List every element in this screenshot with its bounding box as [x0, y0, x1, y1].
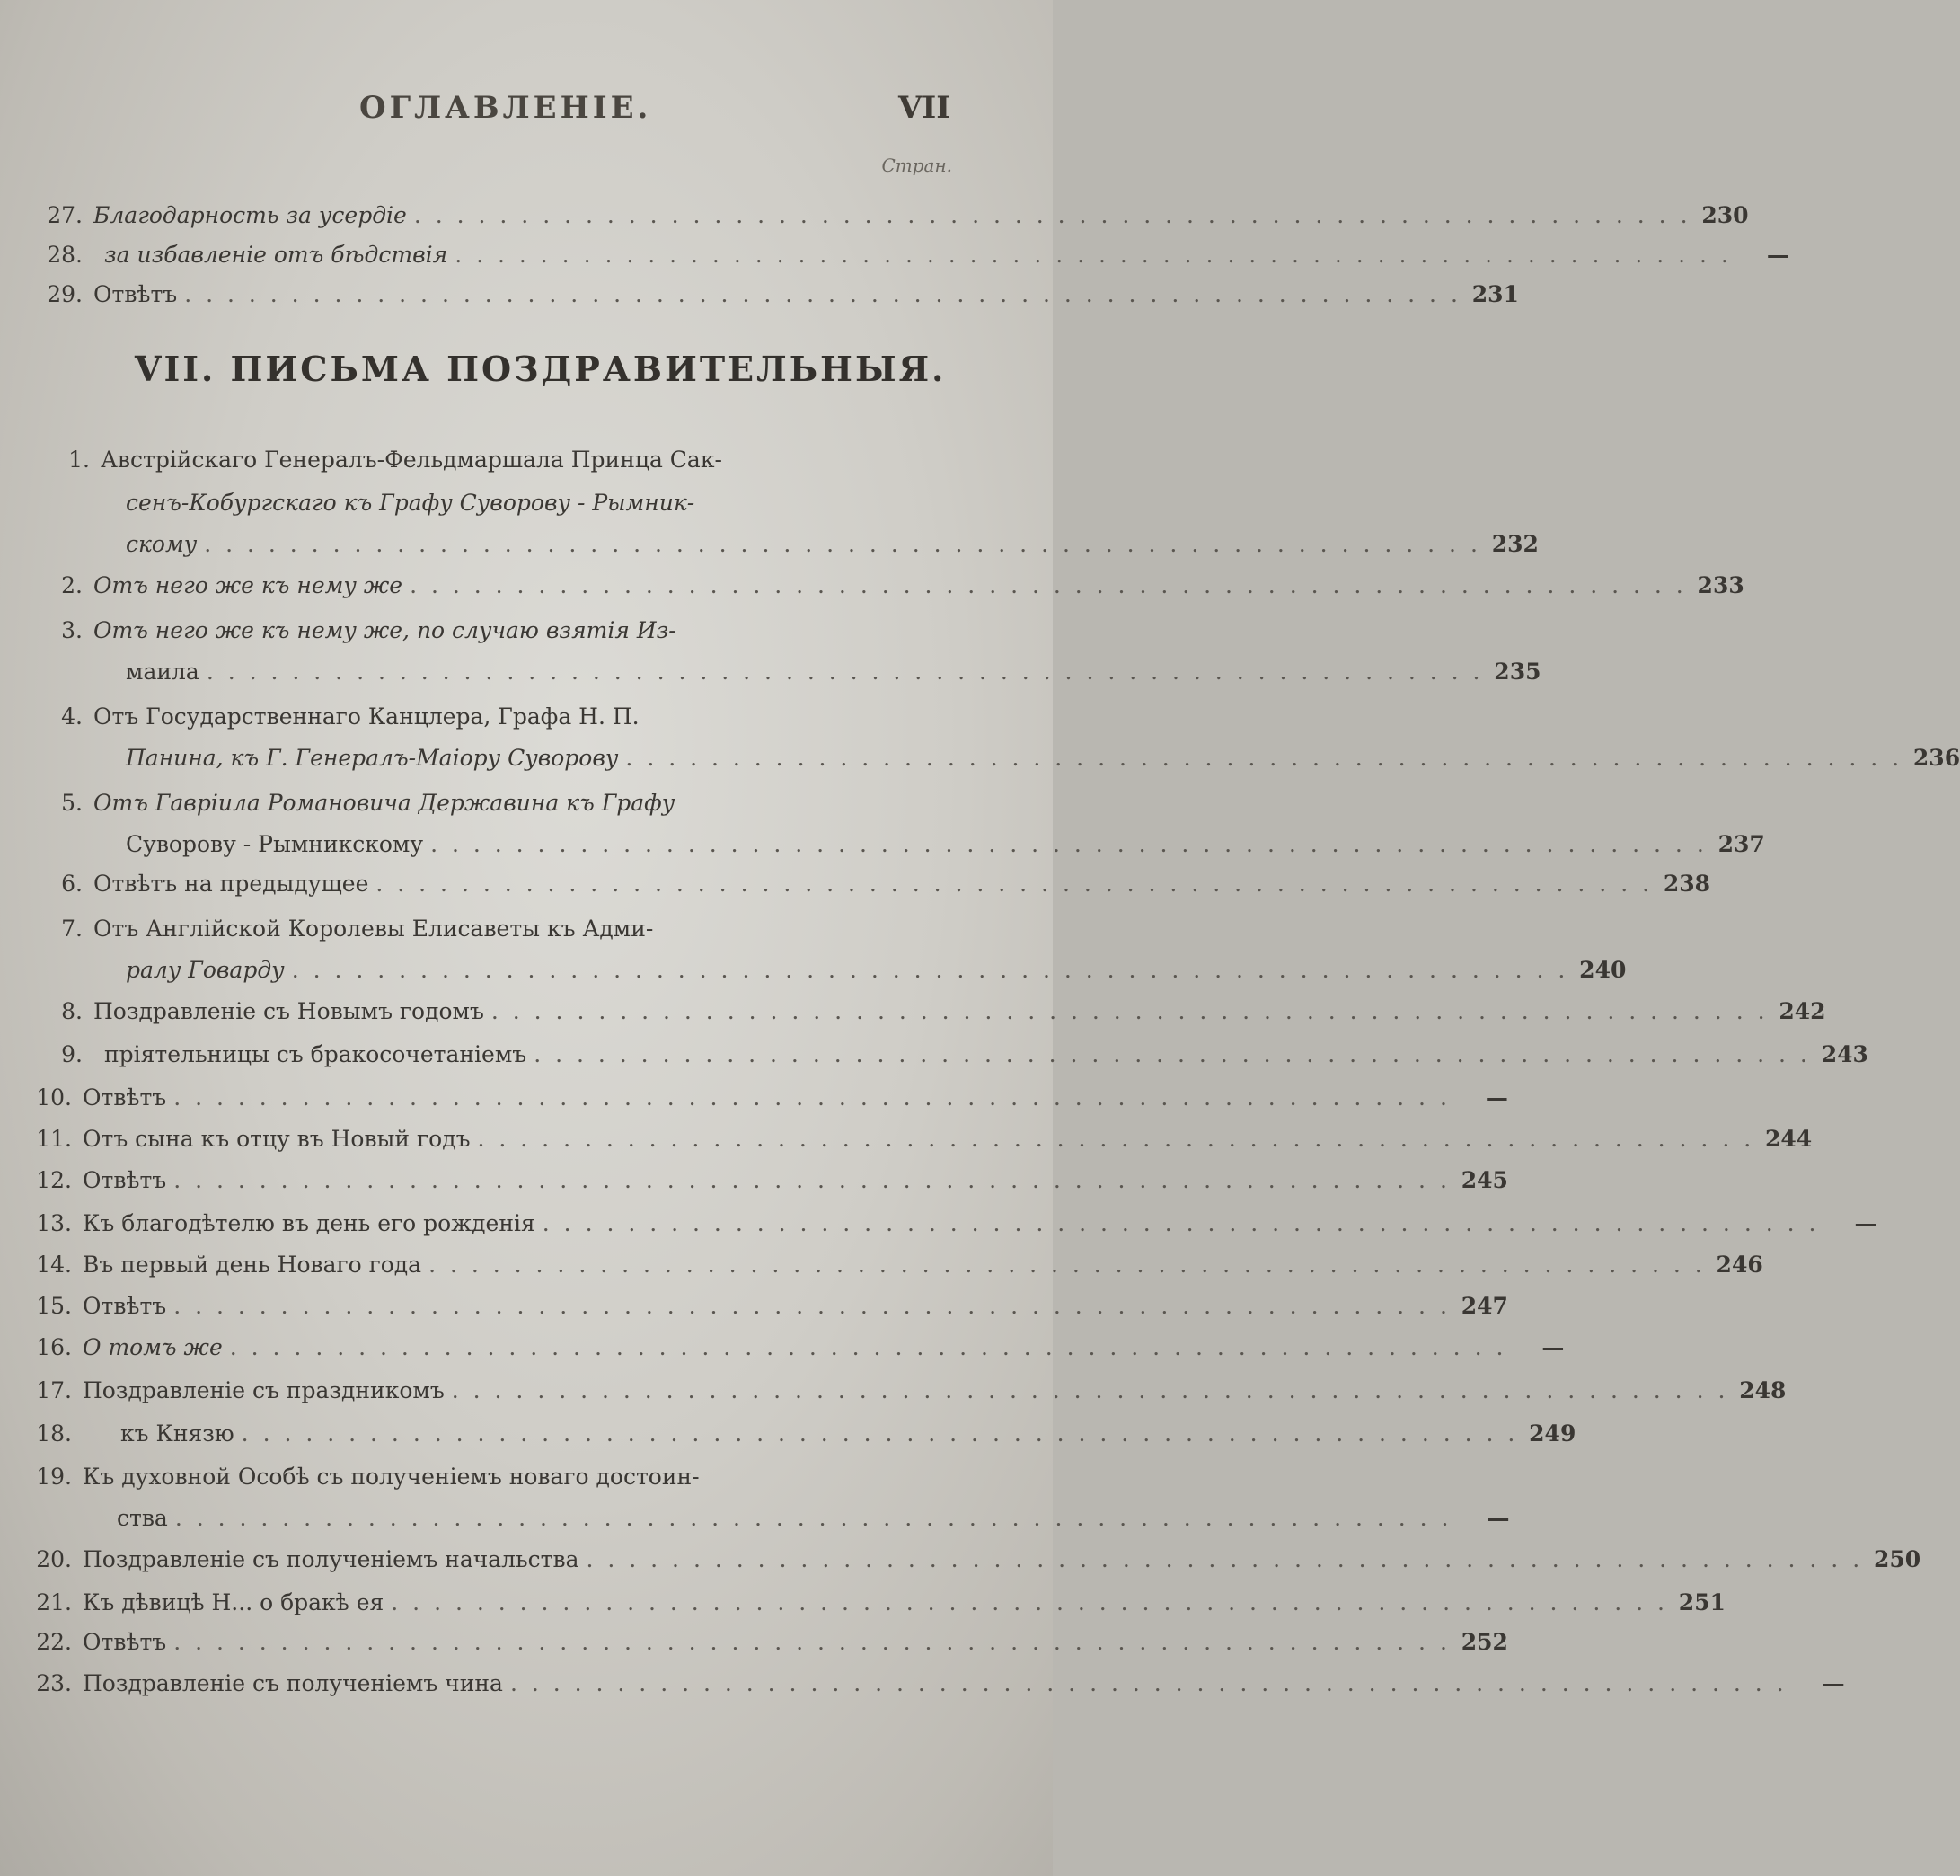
entry-number: 3.	[61, 617, 83, 643]
entry-number: 8.	[61, 998, 83, 1024]
entry-title: Благодарность за усердіе	[93, 202, 407, 228]
entry-title: О томъ же	[83, 1334, 223, 1360]
entry-page: —	[1541, 1334, 1565, 1360]
entry-title: Отъ Гавріила Романовича Державина къ Графу	[93, 790, 675, 816]
entry-title-cont: ства	[117, 1505, 168, 1531]
entry-number: 23.	[36, 1670, 72, 1696]
dot-leader: . . . . . . . . . . . . . . . . . . . . . . . . . . . . . . . . . . . . . . . . . . . . . . . . . . . . . . . . . . . .	[241, 1420, 1519, 1447]
entry-page: 245	[1461, 1167, 1508, 1193]
entry-title: Отвѣтъ	[83, 1293, 167, 1319]
entry-title: Отъ Государственнаго Канцлера, Графа Н. П.	[93, 704, 640, 730]
toc-line	[126, 739, 1960, 771]
entry-page: 231	[1471, 281, 1519, 307]
entry-title: за избавленіе отъ бѣдствія	[104, 242, 448, 268]
entry-title: Поздравленіе съ полученіемъ начальства	[83, 1546, 579, 1572]
entry-title: Поздравленіе съ Новымъ годомъ	[93, 998, 484, 1024]
entry-page: 230	[1701, 202, 1749, 228]
entry-number: 7.	[61, 916, 83, 942]
dot-leader: . . . . . . . . . . . . . . . . . . . . . . . . . . . . . . . . . . . . . . . . . . . . . . . . . . . . . . . . . . . .	[206, 659, 1484, 685]
entry-title: Австрійскаго Генералъ-Фельдмаршала Принца Сак-	[101, 447, 722, 473]
dot-leader: . . . . . . . . . . . . . . . . . . . . . . . . . . . . . . . . . . . . . . . . . . . . . . . . . . . . . . . . . . . .	[413, 202, 1691, 228]
entry-number: 2.	[61, 572, 83, 598]
entry-number: 6.	[61, 871, 83, 897]
toc-line	[25, 1414, 1576, 1447]
toc-line	[36, 697, 952, 730]
dot-leader: . . . . . . . . . . . . . . . . . . . . . . . . . . . . . . . . . . . . . . . . . . . . . . . . . . . . . . . . . . . .	[542, 1210, 1820, 1236]
entry-number: 28.	[47, 242, 83, 268]
dot-leader: . . . . . . . . . . . . . . . . . . . . . . . . . . . . . . . . . . . . . . . . . . . . . . . . . . . . . . . . . . . .	[430, 831, 1708, 857]
toc-line	[25, 1540, 1921, 1572]
entry-number: 12.	[36, 1167, 72, 1193]
entry-page: 246	[1716, 1252, 1763, 1278]
toc-line	[36, 235, 1789, 268]
toc-line	[25, 1078, 1508, 1111]
entry-page: 236	[1912, 745, 1960, 771]
page-folio: VII	[898, 90, 951, 126]
entry-title: Въ первый день Новаго года	[83, 1252, 422, 1278]
entry-page: 242	[1779, 998, 1826, 1024]
entry-number: 1.	[68, 447, 90, 473]
entry-number: 20.	[36, 1546, 72, 1572]
entry-number: 18.	[36, 1420, 72, 1447]
entry-title: Отвѣтъ	[83, 1629, 167, 1655]
entry-number: 5.	[61, 790, 83, 816]
dot-leader: . . . . . . . . . . . . . . . . . . . . . . . . . . . . . . . . . . . . . . . . . . . . . . . . . . . . . . . . . . . .	[586, 1546, 1864, 1572]
entry-title: Отвѣтъ	[93, 281, 178, 307]
entry-title: къ Князю	[120, 1420, 234, 1447]
dot-leader: . . . . . . . . . . . . . . . . . . . . . . . . . . . . . . . . . . . . . . . . . . . . . . . . . . . . . . . . . . . .	[173, 1084, 1451, 1111]
toc-line	[25, 1664, 1845, 1696]
toc-line	[43, 440, 952, 473]
section-title: VII. ПИСЬМА ПОЗДРАВИТЕЛЬНЫЯ.	[135, 349, 947, 389]
entry-page: —	[1854, 1210, 1877, 1236]
entry-title-cont: ралу Говарду	[126, 957, 285, 983]
dot-leader: . . . . . . . . . . . . . . . . . . . . . . . . . . . . . . . . . . . . . . . . . . . . . . . . . . . . . . . . . . . .	[477, 1126, 1755, 1152]
entry-title: Поздравленіе съ полученіемъ чина	[83, 1670, 503, 1696]
entry-page: —	[1766, 242, 1789, 268]
toc-line	[25, 1287, 1508, 1319]
entry-page: —	[1487, 1505, 1510, 1531]
dot-leader: . . . . . . . . . . . . . . . . . . . . . . . . . . . . . . . . . . . . . . . . . . . . . . . . . . . . . . . . . . . .	[451, 1377, 1729, 1403]
entry-number: 21.	[36, 1589, 72, 1615]
dot-leader: . . . . . . . . . . . . . . . . . . . . . . . . . . . . . . . . . . . . . . . . . . . . . . . . . . . . . . . . . . . .	[490, 998, 1769, 1024]
entry-page: 247	[1461, 1293, 1508, 1319]
entry-page: —	[1485, 1084, 1508, 1111]
toc-line	[36, 275, 1519, 307]
dot-leader: . . . . . . . . . . . . . . . . . . . . . . . . . . . . . . . . . . . . . . . . . . . . . . . . . . . . . . . . . . . .	[184, 281, 1461, 307]
toc-line	[25, 1457, 952, 1490]
toc-line	[36, 611, 952, 643]
entry-title: Отъ него же къ нему же, по случаю взятія Из-	[93, 617, 676, 643]
entry-page: 240	[1579, 957, 1627, 983]
entry-page: 252	[1461, 1629, 1508, 1655]
toc-line	[36, 566, 1744, 598]
entry-page: 233	[1697, 572, 1744, 598]
toc-line	[25, 1161, 1508, 1193]
dot-leader: . . . . . . . . . . . . . . . . . . . . . . . . . . . . . . . . . . . . . . . . . . . . . . . . . . . . . . . . . . . .	[428, 1252, 1706, 1278]
dot-leader: . . . . . . . . . . . . . . . . . . . . . . . . . . . . . . . . . . . . . . . . . . . . . . . . . . . . . . . . . . . .	[174, 1505, 1452, 1531]
toc-line	[36, 864, 1711, 897]
entry-number: 11.	[36, 1126, 72, 1152]
entry-page: 249	[1529, 1420, 1576, 1447]
entry-title-cont: сенъ-Кобургскаго къ Графу Суворову - Рымник-	[126, 490, 695, 516]
entry-number: 9.	[61, 1041, 83, 1067]
running-header-title: ОГЛАВЛЕНІЕ.	[359, 90, 652, 126]
toc-line	[25, 1204, 1877, 1236]
entry-number: 16.	[36, 1334, 72, 1360]
toc-line	[25, 1623, 1508, 1655]
entry-number: 19.	[36, 1464, 72, 1490]
entry-page: 243	[1821, 1041, 1868, 1067]
dot-leader: . . . . . . . . . . . . . . . . . . . . . . . . . . . . . . . . . . . . . . . . . . . . . . . . . . . . . . . . . . . .	[455, 242, 1732, 268]
dot-leader: . . . . . . . . . . . . . . . . . . . . . . . . . . . . . . . . . . . . . . . . . . . . . . . . . . . . . . . . . . . .	[509, 1670, 1788, 1696]
dot-leader: . . . . . . . . . . . . . . . . . . . . . . . . . . . . . . . . . . . . . . . . . . . . . . . . . . . . . . . . . . . .	[204, 531, 1481, 557]
page-column-note: Стран.	[881, 155, 952, 176]
entry-number: 15.	[36, 1293, 72, 1319]
entry-title: Отвѣтъ	[83, 1084, 167, 1111]
entry-title: Отъ сына къ отцу въ Новый годъ	[83, 1126, 471, 1152]
toc-line	[36, 1035, 1868, 1067]
dot-leader: . . . . . . . . . . . . . . . . . . . . . . . . . . . . . . . . . . . . . . . . . . . . . . . . . . . . . . . . . . . .	[173, 1293, 1451, 1319]
entry-page: 232	[1491, 531, 1539, 557]
entry-title: Къ духовной Особѣ съ полученіемъ новаго достоин-	[83, 1464, 700, 1490]
entry-number: 17.	[36, 1377, 72, 1403]
entry-number: 29.	[47, 281, 83, 307]
toc-line	[36, 783, 952, 816]
toc-line	[25, 1119, 1813, 1152]
entry-title: Къ дѣвицѣ Н... о бракѣ ея	[83, 1589, 384, 1615]
toc-line	[117, 1499, 1510, 1531]
toc-line	[36, 196, 1749, 228]
entry-title: Поздравленіе съ праздникомъ	[83, 1377, 445, 1403]
entry-title: Къ благодѣтелю въ день его рожденія	[83, 1210, 535, 1236]
entry-number: 13.	[36, 1210, 72, 1236]
entry-title: Отвѣтъ на предыдущее	[93, 871, 369, 897]
entry-title: Отвѣтъ	[83, 1167, 167, 1193]
dot-leader: . . . . . . . . . . . . . . . . . . . . . . . . . . . . . . . . . . . . . . . . . . . . . . . . . . . . . . . . . . . .	[291, 957, 1569, 983]
entry-title: пріятельницы съ бракосочетаніемъ	[104, 1041, 527, 1067]
toc-line	[126, 483, 952, 516]
dot-leader: . . . . . . . . . . . . . . . . . . . . . . . . . . . . . . . . . . . . . . . . . . . . . . . . . . . . . . . . . . . .	[534, 1041, 1811, 1067]
dot-leader: . . . . . . . . . . . . . . . . . . . . . . . . . . . . . . . . . . . . . . . . . . . . . . . . . . . . . . . . . . . .	[173, 1167, 1451, 1193]
entry-number: 27.	[47, 202, 83, 228]
entry-number: 22.	[36, 1629, 72, 1655]
dot-leader: . . . . . . . . . . . . . . . . . . . . . . . . . . . . . . . . . . . . . . . . . . . . . . . . . . . . . . . . . . . .	[173, 1629, 1451, 1655]
toc-line	[36, 992, 1826, 1024]
dot-leader: . . . . . . . . . . . . . . . . . . . . . . . . . . . . . . . . . . . . . . . . . . . . . . . . . . . . . . . . . . . .	[391, 1589, 1668, 1615]
entry-page: —	[1822, 1670, 1845, 1696]
entry-number: 10.	[36, 1084, 72, 1111]
toc-line	[126, 525, 1539, 557]
entry-title: Отъ него же къ нему же	[93, 572, 403, 598]
toc-line	[25, 1328, 1565, 1360]
entry-title-cont: Панина, къ Г. Генералъ-Маіору Суворову	[126, 745, 619, 771]
entry-title-cont: маила	[126, 659, 199, 685]
entry-page: 237	[1717, 831, 1765, 857]
entry-number: 4.	[61, 704, 83, 730]
entry-page: 244	[1764, 1126, 1813, 1152]
toc-line	[126, 951, 1627, 983]
toc-line	[25, 1371, 1787, 1403]
toc-line	[25, 1245, 1763, 1278]
entry-title-cont: Суворову - Рымникскому	[126, 831, 424, 857]
dot-leader: . . . . . . . . . . . . . . . . . . . . . . . . . . . . . . . . . . . . . . . . . . . . . . . . . . . . . . . . . . . .	[410, 572, 1687, 598]
entry-page: 248	[1739, 1377, 1787, 1403]
dot-leader: . . . . . . . . . . . . . . . . . . . . . . . . . . . . . . . . . . . . . . . . . . . . . . . . . . . . . . . . . . . .	[229, 1334, 1507, 1360]
entry-page: 251	[1678, 1589, 1726, 1615]
dot-leader: . . . . . . . . . . . . . . . . . . . . . . . . . . . . . . . . . . . . . . . . . . . . . . . . . . . . . . . . . . . .	[625, 745, 1903, 771]
toc-line	[36, 909, 952, 942]
toc-line	[126, 825, 1765, 857]
dot-leader: . . . . . . . . . . . . . . . . . . . . . . . . . . . . . . . . . . . . . . . . . . . . . . . . . . . . . . . . . . . .	[375, 871, 1654, 897]
entry-title: Отъ Англійской Королевы Елисаветы къ Адми-	[93, 916, 654, 942]
toc-line	[126, 652, 1541, 685]
entry-number: 14.	[36, 1252, 72, 1278]
entry-page: 238	[1663, 871, 1711, 897]
entry-page: 250	[1873, 1546, 1921, 1572]
entry-page: 235	[1494, 659, 1541, 685]
toc-line	[25, 1583, 1726, 1615]
entry-title-cont: скому	[126, 531, 198, 557]
